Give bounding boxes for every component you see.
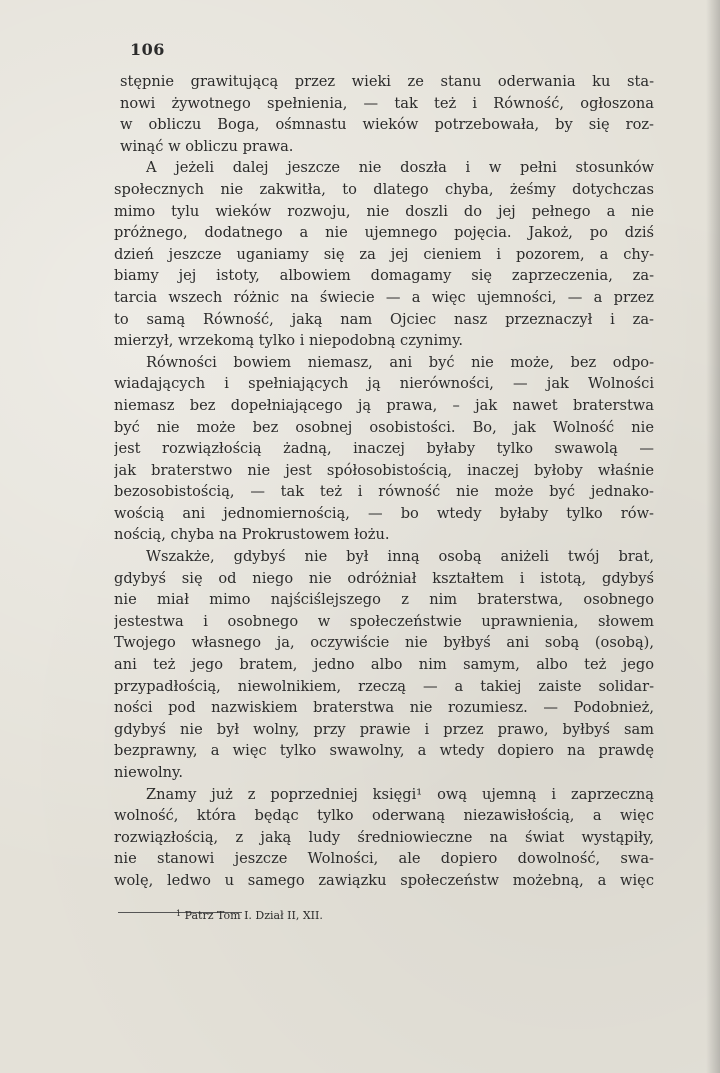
footnote-text: Patrz Tom I. Dział II, XII. (184, 909, 323, 922)
text-line: bezosobistością, — tak też i równość nie może być jednako- (114, 483, 654, 501)
text-line: nowi żywotnego spełnienia, — tak też i Równość, ogłoszona (120, 94, 654, 112)
text-line: dzień jeszcze uganiamy się za jej cieniem i pozorem, a chy- (114, 245, 654, 263)
page-edge-shadow (706, 0, 720, 1073)
text-line: nie miał mimo najściślejszego z nim braterstwa, osobnego (114, 591, 654, 609)
text-line: mimo tylu wieków rozwoju, nie doszli do jej pełnego a nie (114, 202, 654, 220)
text-line: tarcia wszech różnic na świecie — a więc ujemności, — a przez (114, 288, 654, 306)
text-line: jestestwa i osobnego w społeczeństwie uprawnienia, słowem (114, 612, 654, 630)
text-line: w obliczu Boga, ośmnastu wieków potrzebowała, by się roz- (120, 116, 654, 134)
page-number: 106 (130, 40, 165, 59)
text-line: przypadłością, niewolnikiem, rzeczą — a takiej zaiste solidar- (114, 677, 654, 695)
text-line: Wszakże, gdybyś nie był inną osobą aniżeli twój brat, (146, 548, 654, 566)
text-line: Twojego własnego ja, oczywiście nie byłbyś ani sobą (osobą), (114, 634, 654, 652)
text-line: bezprawny, a więc tylko swawolny, a wtedy dopiero na prawdę (114, 742, 654, 760)
text-line: niemasz bez dopełniającego ją prawa, – jak nawet braterstwa (114, 396, 654, 414)
text-line: wolność, która będąc tylko oderwaną niezawisłością, a więc (114, 807, 654, 825)
text-line: wolę, ledwo u samego zawiązku społeczeństw możebną, a więc (114, 871, 654, 889)
text-line: być nie może bez osobnej osobistości. Bo, jak Wolność nie (114, 418, 654, 436)
text-line: nie stanowi jeszcze Wolności, ale dopiero dowolność, swa- (114, 850, 654, 868)
text-line: Znamy już z poprzedniej księgi¹ ową ujemną i zaprzeczną (146, 785, 654, 803)
text-line: to samą Równość, jaką nam Ojciec nasz przeznaczył i za- (114, 310, 654, 328)
text-line: niewolny. (114, 764, 183, 781)
text-line: mierzył, wrzekomą tylko i niepodobną czynimy. (114, 332, 464, 350)
text-line: Równości bowiem niemasz, ani być nie może, bez odpo- (146, 353, 654, 371)
footnote-mark: 1 (176, 909, 182, 918)
text-line: próżnego, dodatnego a nie ujemnego pojęcia. Jakoż, po dziś (114, 224, 654, 242)
text-line: jest rozwiązłością żadną, inaczej byłaby tylko swawolą — (114, 440, 654, 458)
text-line: gdybyś się od niego nie odróżniał kształtem i istotą, gdybyś (114, 569, 654, 587)
text-line: nością, chyba na Prokrustowem łożu. (114, 526, 390, 544)
body-text (114, 71, 654, 892)
text-line: rozwiązłością, z jaką ludy średniowieczne na świat wystąpiły, (114, 828, 654, 846)
text-line: stępnie grawitującą przez wieki ze stanu oderwania ku sta- (120, 73, 654, 90)
text-line: społecznych nie zakwitła, to dlatego chyba, żeśmy dotychczas (114, 180, 654, 198)
text-line: A jeżeli dalej jeszcze nie doszła i w pełni stosunków (146, 159, 654, 177)
text-line: biamy jej istoty, albowiem domagamy się zaprzeczenia, za- (114, 267, 654, 285)
text-line: jak braterstwo nie jest spółosobistością, inaczej byłoby właśnie (114, 461, 654, 479)
text-line: ności pod nazwiskiem braterstwa nie rozumiesz. — Podobnież, (114, 699, 654, 717)
text-line: wością ani jednomiernością, — bo wtedy byłaby tylko rów- (114, 504, 654, 522)
text-line: gdybyś nie był wolny, przy prawie i przez prawo, byłbyś sam (114, 720, 654, 738)
text-line: wiadających i spełniających ją nierówności, — jak Wolności (114, 375, 654, 393)
text-line: winąć w obliczu prawa. (120, 137, 294, 155)
text-line: ani też jego bratem, jedno albo nim samym, albo też jego (114, 656, 654, 674)
footnote (176, 909, 323, 923)
